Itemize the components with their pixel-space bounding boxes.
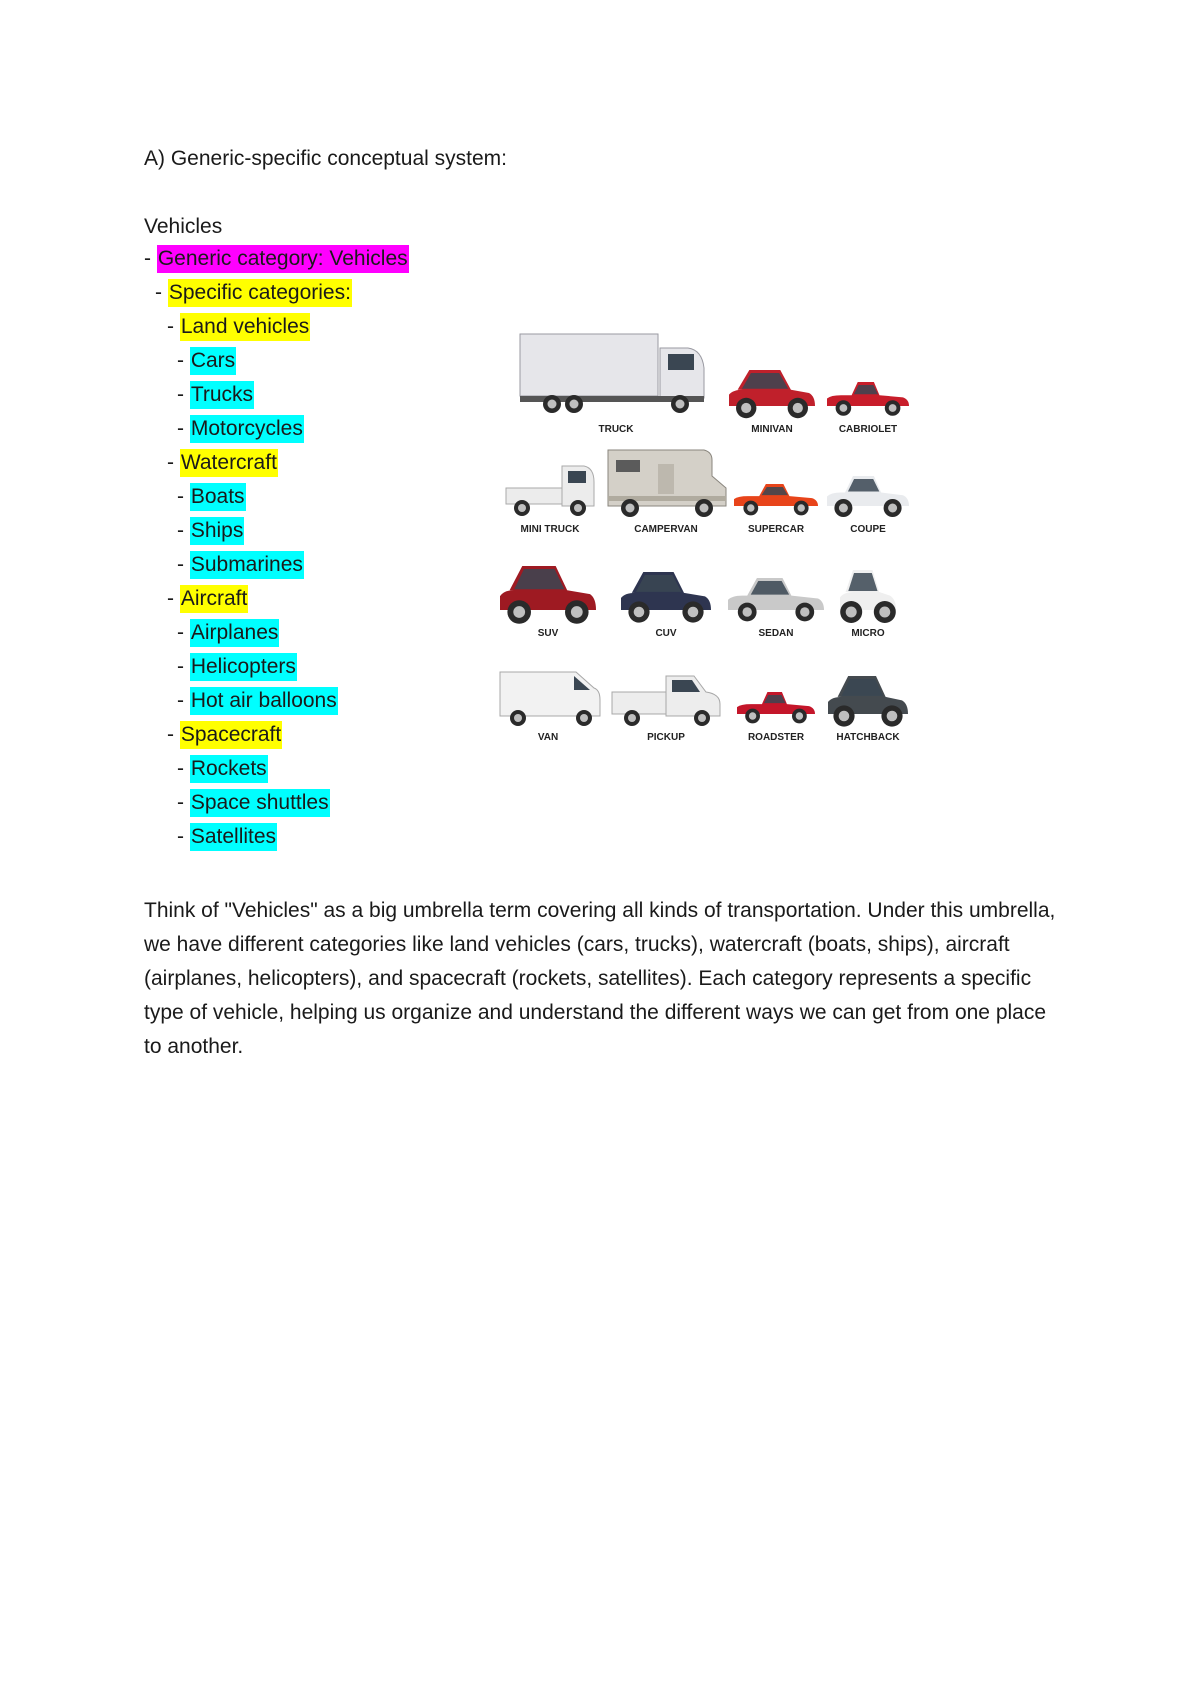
wheel-hub	[749, 712, 756, 719]
outline-item	[144, 688, 409, 722]
outline-item-bullet: -	[177, 757, 190, 780]
wheel-hub	[580, 714, 588, 722]
outline-item	[144, 416, 409, 450]
outline-item-bullet: -	[177, 553, 190, 576]
hatchback-drawing	[828, 676, 908, 727]
outline-item-label: Spacecraft	[180, 721, 282, 749]
wheel-hub	[796, 712, 803, 719]
micro-drawing	[840, 570, 896, 623]
truck-drawing	[520, 334, 704, 413]
minitruck-bed	[506, 488, 562, 504]
outline-item	[144, 620, 409, 654]
roadster-drawing	[737, 692, 815, 723]
outline-item-label: Trucks	[190, 381, 254, 409]
outline-item-bullet: -	[177, 519, 190, 542]
outline-item-label: Ships	[190, 517, 245, 545]
wheel-hub	[840, 404, 848, 412]
outline-item-label: Submarines	[190, 551, 304, 579]
wheel-hub	[513, 606, 525, 618]
wheel-hub	[548, 400, 557, 409]
outline-item	[144, 314, 409, 348]
outline-item-label: Helicopters	[190, 653, 297, 681]
vehicle-types-illustration	[490, 328, 950, 748]
truck-window	[668, 354, 694, 370]
wheel-hub	[634, 607, 645, 618]
outline-item	[144, 348, 409, 382]
wheel-hub	[688, 607, 699, 618]
wheel-hub	[839, 711, 850, 722]
outline-item	[144, 382, 409, 416]
campervan-door	[658, 464, 674, 494]
pickup-bed	[612, 692, 666, 714]
truck-cargo-box	[520, 334, 658, 396]
outline-item-bullet: -	[177, 791, 190, 814]
wheel-hub	[518, 504, 526, 512]
wheel-hub	[741, 403, 751, 413]
outline-item	[144, 280, 409, 314]
outline-item	[144, 518, 409, 552]
minitruck-drawing	[506, 466, 594, 516]
outline-item	[144, 722, 409, 756]
outline-item-label: Boats	[190, 483, 246, 511]
supercar-drawing	[734, 484, 818, 515]
outline-item-bullet: -	[177, 621, 190, 644]
minivan-label: MINIVAN	[751, 424, 793, 435]
outline-item	[144, 654, 409, 688]
outline-item-label: Aircraft	[180, 585, 249, 613]
van-drawing	[500, 672, 600, 726]
wheel-hub	[571, 606, 583, 618]
campervan-label: CAMPERVAN	[634, 524, 698, 535]
outline-item-label: Specific categories:	[168, 279, 352, 307]
outline-item-label: Generic category: Vehicles	[157, 245, 409, 273]
wheel-hub	[889, 404, 897, 412]
outline-item	[144, 790, 409, 824]
outline-item-bullet: -	[167, 451, 180, 474]
cabriolet-drawing	[827, 382, 909, 416]
roadster-label: ROADSTER	[747, 732, 805, 743]
outline-item-label: Motorcycles	[190, 415, 304, 443]
supercar-label: SUPERCAR	[747, 524, 805, 535]
outline-item-bullet: -	[177, 655, 190, 678]
coupe-label: COUPE	[850, 524, 886, 535]
truck-label: TRUCK	[598, 424, 634, 435]
outline-item	[144, 586, 409, 620]
campervan-window	[616, 460, 640, 472]
outline-item-bullet: -	[177, 383, 190, 406]
minitruck-label: MINI TRUCK	[520, 524, 580, 535]
hatchback-label: HATCHBACK	[836, 732, 900, 743]
wheel-hub	[514, 714, 522, 722]
coupe-drawing	[827, 476, 909, 517]
wheel-hub	[743, 607, 752, 616]
pickup-drawing	[612, 676, 720, 726]
pickup-label: PICKUP	[647, 732, 685, 743]
outline-item-label: Space shuttles	[190, 789, 330, 817]
suv-drawing	[500, 566, 596, 624]
van-label: VAN	[537, 732, 559, 743]
wheel-hub	[879, 607, 890, 618]
cuv-drawing	[621, 572, 711, 623]
cabriolet-label: CABRIOLET	[838, 424, 898, 435]
wheel-hub	[839, 504, 848, 513]
wheel-hub	[626, 504, 635, 513]
outline-item	[144, 756, 409, 790]
explanation-paragraph: Think of "Vehicles" as a big umbrella term covering all kinds of transportation. Under this umbrella, we have different categories like land vehicles (cars, trucks), watercraft (boats, ships), aircraft (airplanes, helicopters), and spacecraft (rockets, satellites). Each category represents a specific type of vehicle, helping us organize and understand the different ways we can get from one place to another.	[144, 899, 1056, 1058]
outline-item-bullet: -	[177, 689, 190, 712]
sedan-label: SEDAN	[758, 628, 794, 639]
outline-item	[144, 552, 409, 586]
micro-label: MICRO	[851, 628, 885, 639]
outline-item-bullet: -	[155, 281, 168, 304]
outline-item	[144, 450, 409, 484]
wheel-hub	[698, 714, 706, 722]
outline-item-label: Hot air balloons	[190, 687, 338, 715]
wheel-hub	[846, 607, 857, 618]
outline-item-bullet: -	[177, 417, 190, 440]
outline-item-bullet: -	[177, 349, 190, 372]
wheel-hub	[798, 504, 805, 511]
category-outline	[144, 246, 409, 858]
outline-item-label: Rockets	[190, 755, 268, 783]
wheel-hub	[628, 714, 636, 722]
outline-item	[144, 484, 409, 518]
outline-item	[144, 824, 409, 858]
wheel-hub	[887, 711, 898, 722]
outline-item-label: Satellites	[190, 823, 277, 851]
outline-item-bullet: -	[144, 247, 157, 270]
outline-item-bullet: -	[177, 485, 190, 508]
outline-title: Vehicles	[144, 215, 223, 238]
outline-item-bullet: -	[177, 825, 190, 848]
outline-item-bullet: -	[167, 315, 180, 338]
outline-item	[144, 246, 409, 280]
van-body	[500, 672, 600, 716]
vehicle-types-svg	[490, 328, 950, 748]
outline-item-label: Land vehicles	[180, 313, 310, 341]
suv-label: SUV	[537, 628, 559, 639]
wheel-hub	[888, 504, 897, 513]
outline-item-bullet: -	[167, 723, 180, 746]
minivan-drawing	[729, 370, 815, 418]
wheel-hub	[747, 504, 754, 511]
outline-item-bullet: -	[167, 587, 180, 610]
minitruck-window	[568, 471, 586, 483]
section-heading: A) Generic-specific conceptual system:	[144, 147, 507, 170]
wheel-hub	[793, 403, 803, 413]
campervan-drawing	[608, 450, 726, 517]
wheel-hub	[676, 400, 685, 409]
wheel-hub	[800, 607, 809, 616]
wheel-hub	[574, 504, 582, 512]
outline-item-label: Watercraft	[180, 449, 278, 477]
cuv-label: CUV	[655, 628, 677, 639]
sedan-drawing	[728, 578, 824, 621]
wheel-hub	[570, 400, 579, 409]
outline-item-label: Airplanes	[190, 619, 280, 647]
wheel-hub	[700, 504, 709, 513]
outline-item-label: Cars	[190, 347, 236, 375]
